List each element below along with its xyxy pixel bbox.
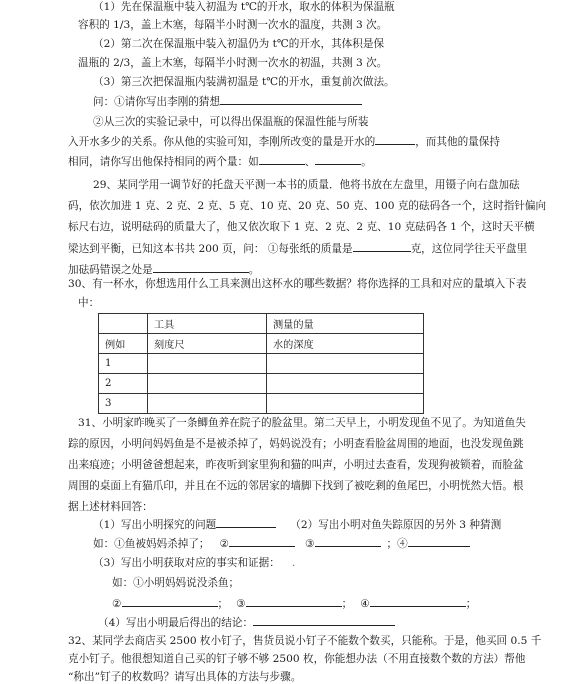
q28-question1-text: 问：①请你写出李刚的猜想 <box>93 96 221 108</box>
q29-line4 <box>68 241 527 256</box>
q31-line3: 出来痕迹；小明爸爸想起来，昨夜听到家里狗和猫的叫声，小明过去查看，发现狗被锁着，而脸盆 <box>68 459 524 471</box>
text-segment: 入开水多少的关系。你从他的实验可知，李刚所改变的量是开水的 <box>68 136 376 148</box>
text-segment: 如：①鱼被妈妈杀掉了； <box>93 538 210 550</box>
answer-blank[interactable] <box>229 536 295 547</box>
q28-step3: （3）第三次把保温瓶内装满初温是 t℃的开水，重复前次做法。 <box>93 76 395 88</box>
text-segment: ； <box>217 598 229 610</box>
text-segment: 。 <box>361 156 372 168</box>
answer-blank[interactable] <box>353 241 411 252</box>
q29-line3: 标尺右边，说明砝码的质量大了，他又依次取下 1 克、2 克、2 克、10 克砝码各 1 个，这时天平横 <box>68 221 535 233</box>
text-segment: ② <box>112 598 122 610</box>
q28-question2-cont <box>68 134 500 149</box>
answer-blank[interactable] <box>315 536 381 547</box>
text-segment: （2）写出小明对鱼失踪原因的另外 3 种猜测 <box>290 519 502 531</box>
q31-line5: 据上述材料回答： <box>68 501 153 513</box>
table-cell: 例如 <box>99 334 148 354</box>
answer-blank[interactable] <box>315 154 361 165</box>
table-header-cell: 工具 <box>148 314 267 334</box>
text-segment: ③ <box>236 598 246 610</box>
q31-line4: 周围的桌面上有猫爪印，并且在不远的邻居家的墙脚下找到了被吃剩的鱼尾巴，小明恍然大悟。根 <box>68 480 524 492</box>
text-segment: ，而其他的量保持 <box>415 136 500 148</box>
q31-part4 <box>98 615 395 630</box>
q29-line2: 码，依次加进 1 克、2 克、2 克、5 克、10 克、20 克、50 克、100 克的砝码各一个，这时指针偏向 <box>68 200 547 212</box>
answer-blank[interactable] <box>253 615 395 626</box>
q32-line3: “称出”钉子的枚数吗？请写出具体的方法与步骤。 <box>68 671 302 683</box>
q31-part3-blanks <box>112 596 476 611</box>
text-segment: ；④ <box>386 538 408 550</box>
q28-question2: ②从三次的实验记录中，可以得出保温瓶的保温性能与所装 <box>93 116 369 128</box>
q30-line2: 中： <box>78 297 100 309</box>
table-header-cell <box>99 314 148 334</box>
answer-blank[interactable] <box>153 262 249 273</box>
q28-step2: （2）第二次在保温瓶中装入初温仍为 t℃的开水，其体积是保 <box>93 38 385 50</box>
text-segment: ② <box>219 538 230 550</box>
table-input-cell[interactable] <box>148 354 267 374</box>
q31-line1: 31、小明家昨晚买了一条鲫鱼养在院子的脸盆里。第二天早上，小明发现鱼不见了。为知道鱼失 <box>78 417 526 429</box>
text-segment: （4）写出小明最后得出的结论： <box>98 617 254 629</box>
answer-blank[interactable] <box>220 94 362 105</box>
table-input-cell[interactable] <box>267 374 424 394</box>
stray-mark: . <box>291 557 296 569</box>
table-input-cell[interactable] <box>148 374 267 394</box>
answer-blank[interactable] <box>216 517 276 528</box>
answer-blank[interactable] <box>370 596 466 607</box>
q29-line5 <box>68 262 259 277</box>
table-row <box>99 334 424 354</box>
q30-line1: 30、有一杯水，你想选用什么工具来测出这杯水的哪些数据？将你选择的工具和对应的量填入下表 <box>68 278 527 290</box>
q31-part3-example: 如：①小明妈妈说没杀鱼； <box>112 577 240 589</box>
text-segment: （1）写出小明探究的问题 <box>93 519 217 531</box>
table-row <box>99 394 424 414</box>
q31-line2: 踪的原因，小明问妈妈鱼是不是被杀掉了，妈妈说没有；小明查看脸盆周围的地面，也没发现鱼跳 <box>68 438 524 450</box>
q32-line2: 克小钉子。他很想知道自己买的钉子够不够 2500 枚，你能想办法（不用直接数个数的方法）帮他 <box>68 653 526 665</box>
table-row <box>99 374 424 394</box>
table-row <box>99 354 424 374</box>
table-cell: 3 <box>99 394 148 414</box>
text-segment: 克，这位同学往天平盘里 <box>410 243 528 255</box>
q28-question1 <box>93 94 362 109</box>
text-segment: （3）写出小明获取对应的事实和证据： <box>93 557 280 569</box>
table-input-cell[interactable] <box>148 394 267 414</box>
q28-question2-cont2 <box>68 154 372 169</box>
text-segment: 。 <box>248 264 260 276</box>
table-cell: 水的深度 <box>267 334 424 354</box>
q28-step2-cont: 温瓶的 2/3，盖上木塞，每隔半小时测一次水的初温，共测 3 次。 <box>78 57 388 69</box>
text-segment: 、 <box>304 156 316 168</box>
table-input-cell[interactable] <box>267 394 424 414</box>
answer-blank[interactable] <box>408 536 470 547</box>
q32-line1: 32、某同学去商店买 2500 枚小钉子，售货员说小钉子不能数个数买，只能称。于是，他买回 0.5 千 <box>68 635 542 647</box>
q29-line1: 29、某同学用一调节好的托盘天平测一本书的质量．他将书放在左盘里，用镊子向右盘加砝 <box>93 179 520 191</box>
q28-step1: （1）先在保温瓶中装入初温为 t℃的开水，取水的体积为保温瓶 <box>93 1 395 13</box>
text-segment: 加砝码错误之处是 <box>68 264 153 276</box>
text-segment: ③ <box>305 538 315 550</box>
measurement-table <box>98 313 424 414</box>
text-segment: 梁达到平衡，已知这本书共 200 页，问： ①每张纸的质量是 <box>68 243 353 255</box>
q31-part2-examples <box>93 536 470 551</box>
table-cell: 刻度尺 <box>148 334 267 354</box>
text-segment: 相同，请你写出他保持相同的两个量：如 <box>68 156 259 168</box>
table-input-cell[interactable] <box>267 354 424 374</box>
q31-part1 <box>93 517 501 532</box>
answer-blank[interactable] <box>246 596 342 607</box>
text-segment: ； <box>465 598 477 610</box>
table-header-cell: 测量的量 <box>267 314 424 334</box>
table-cell: 1 <box>99 354 148 374</box>
table-header-row <box>99 314 424 334</box>
text-segment: ； <box>341 598 353 610</box>
answer-blank[interactable] <box>375 134 415 145</box>
q31-part3 <box>93 556 295 570</box>
answer-blank[interactable] <box>122 596 218 607</box>
text-segment: ④ <box>360 598 370 610</box>
answer-blank[interactable] <box>259 154 305 165</box>
table-cell: 2 <box>99 374 148 394</box>
q28-step1-cont: 容积的 1/3，盖上木塞，每隔半小时测一次水的温度，共测 3 次。 <box>78 19 388 31</box>
